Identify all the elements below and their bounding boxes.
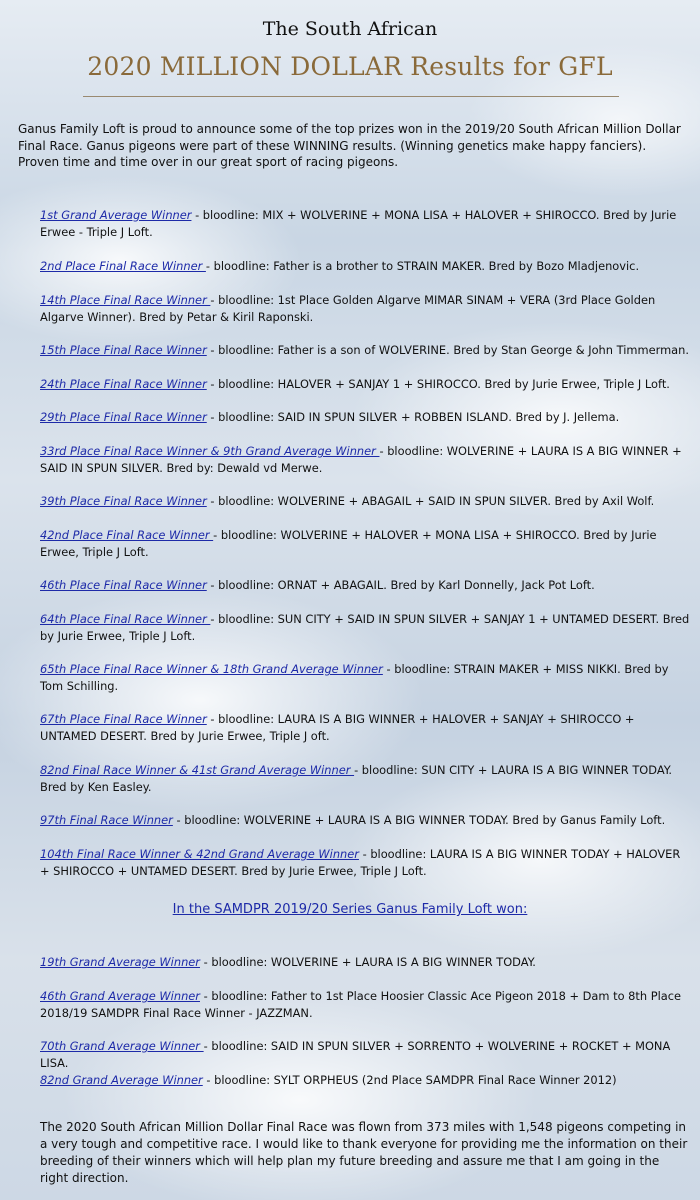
result-text: - bloodline: SAID IN SPUN SILVER + ROBBEN ISLAND. Bred by J. Jellema. [206, 410, 620, 424]
page-title: The South African [262, 18, 438, 40]
result-item [40, 661, 692, 694]
result-item [40, 711, 692, 744]
result-link[interactable]: 15th Place Final Race Winner [40, 343, 207, 357]
result-link[interactable]: 42nd Place Final Race Winner [40, 528, 214, 542]
result-text: - bloodline: WOLVERINE + ABAGAIL + SAID IN SPUN SILVER. Bred by Axil Wolf. [206, 494, 655, 508]
samdpr-text: - bloodline: WOLVERINE + LAURA IS A BIG WINNER TODAY. [199, 955, 536, 969]
result-link[interactable]: 64th Place Final Race Winner [40, 612, 211, 626]
samdpr-link[interactable]: 70th Grand Average Winner [40, 1039, 204, 1053]
result-text: - bloodline: LAURA IS A BIG WINNER TODAY + HALOVER + SHIROCCO + UNTAMED DESERT. Bred by Jurie Erwee, Triple J Loft. [40, 847, 681, 878]
result-link[interactable]: 39th Place Final Race Winner [40, 494, 207, 508]
result-item [40, 846, 692, 879]
samdpr-heading[interactable]: In the SAMDPR 2019/20 Series Ganus Family Loft won: [172, 902, 528, 917]
result-text: - bloodline: WOLVERINE + LAURA IS A BIG WINNER + SAID IN SPUN SILVER. Bred by: Dewald vd Merwe. [40, 444, 682, 475]
result-item [40, 258, 692, 275]
samdpr-item [40, 1038, 692, 1071]
result-text: - bloodline: HALOVER + SANJAY 1 + SHIROCCO. Bred by Jurie Erwee, Triple J Loft. [206, 377, 670, 391]
samdpr-link[interactable]: 46th Grand Average Winner [40, 989, 200, 1003]
result-text: - bloodline: LAURA IS A BIG WINNER + HALOVER + SANJAY + SHIROCCO + UNTAMED DESERT. Bred by Jurie Erwee, Triple J oft. [40, 712, 635, 743]
samdpr-item [40, 954, 692, 971]
result-link[interactable]: 24th Place Final Race Winner [40, 377, 207, 391]
samdpr-text: - bloodline: SAID IN SPUN SILVER + SORRENTO + WOLVERINE + ROCKET + MONA LISA. [40, 1039, 671, 1070]
result-text: - bloodline: MIX + WOLVERINE + MONA LISA + HALOVER + SHIROCCO. Bred by Jurie Erwee - Triple J Loft. [40, 208, 677, 239]
result-text: - bloodline: Father is a son of WOLVERINE. Bred by Stan George & John Timmerman. [206, 343, 689, 357]
result-item [40, 443, 692, 476]
samdpr-link[interactable]: 19th Grand Average Winner [40, 955, 200, 969]
result-item [40, 376, 692, 393]
result-item [40, 812, 692, 829]
result-item [40, 493, 692, 510]
result-text: - bloodline: WOLVERINE + HALOVER + MONA LISA + SHIROCCO. Bred by Jurie Erwee, Triple J Loft. [40, 528, 657, 559]
result-link[interactable]: 104th Final Race Winner & 42nd Grand Average Winner [40, 847, 359, 861]
result-text: - bloodline: STRAIN MAKER + MISS NIKKI. Bred by Tom Schilling. [40, 662, 669, 693]
divider [83, 96, 619, 97]
result-item [40, 342, 692, 359]
result-link[interactable]: 29th Place Final Race Winner [40, 410, 207, 424]
result-item [40, 611, 692, 644]
result-text: - bloodline: WOLVERINE + LAURA IS A BIG WINNER TODAY. Bred by Ganus Family Loft. [172, 813, 666, 827]
result-item [40, 762, 692, 795]
result-link[interactable]: 1st Grand Average Winner [40, 208, 192, 222]
result-link[interactable]: 82nd Final Race Winner & 41st Grand Average Winner [40, 763, 355, 777]
result-link[interactable]: 2nd Place Final Race Winner [40, 259, 206, 273]
result-item [40, 409, 692, 426]
result-item [40, 292, 692, 325]
result-link[interactable]: 65th Place Final Race Winner & 18th Grand Average Winner [40, 662, 383, 676]
intro-paragraph: Ganus Family Loft is proud to announce some of the top prizes won in the 2019/20 South African Million Dollar Final Race. Ganus pigeons were part of these WINNING results. (Winning genetics make happy fanciers). Proven time and time over in our great sport of racing pigeons. [18, 122, 681, 169]
result-item [40, 577, 692, 594]
result-text: - bloodline: SUN CITY + LAURA IS A BIG WINNER TODAY. Bred by Ken Easley. [40, 763, 673, 794]
result-link[interactable]: 33rd Place Final Race Winner & 9th Grand Average Winner [40, 444, 380, 458]
result-link[interactable]: 14th Place Final Race Winner [40, 293, 211, 307]
result-link[interactable]: 97th Final Race Winner [40, 813, 173, 827]
samdpr-text: - bloodline: Father to 1st Place Hoosier Classic Ace Pigeon 2018 + Dam to 8th Place 2018/19 SAMDPR Final Race Winner - JAZZMAN. [40, 989, 682, 1020]
result-link[interactable]: 46th Place Final Race Winner [40, 578, 207, 592]
result-text: - bloodline: ORNAT + ABAGAIL. Bred by Karl Donnelly, Jack Pot Loft. [206, 578, 595, 592]
page-headline: 2020 MILLION DOLLAR Results for GFL [87, 52, 613, 81]
samdpr-item [40, 1072, 692, 1089]
result-text: - bloodline: SUN CITY + SAID IN SPUN SILVER + SANJAY 1 + UNTAMED DESERT. Bred by Jurie Erwee, Triple J Loft. [40, 612, 690, 643]
samdpr-item [40, 988, 692, 1021]
samdpr-text: - bloodline: SYLT ORPHEUS (2nd Place SAMDPR Final Race Winner 2012) [202, 1073, 617, 1087]
samdpr-link[interactable]: 82nd Grand Average Winner [40, 1073, 203, 1087]
result-text: - bloodline: Father is a brother to STRAIN MAKER. Bred by Bozo Mladjenovic. [205, 259, 640, 273]
closing-paragraph: The 2020 South African Million Dollar Final Race was flown from 373 miles with 1,548 pigeons competing in a very tough and competitive race. I would like to thank everyone for providing me the information on their breeding of their winners which will help plan my future breeding and assure me that I am going in the right direction. [40, 1120, 688, 1185]
result-text: - bloodline: 1st Place Golden Algarve MIMAR SINAM + VERA (3rd Place Golden Algarve Winner). Bred by Petar & Kiril Raponski. [40, 293, 656, 324]
result-item [40, 207, 692, 240]
result-item [40, 527, 692, 560]
result-link[interactable]: 67th Place Final Race Winner [40, 712, 207, 726]
